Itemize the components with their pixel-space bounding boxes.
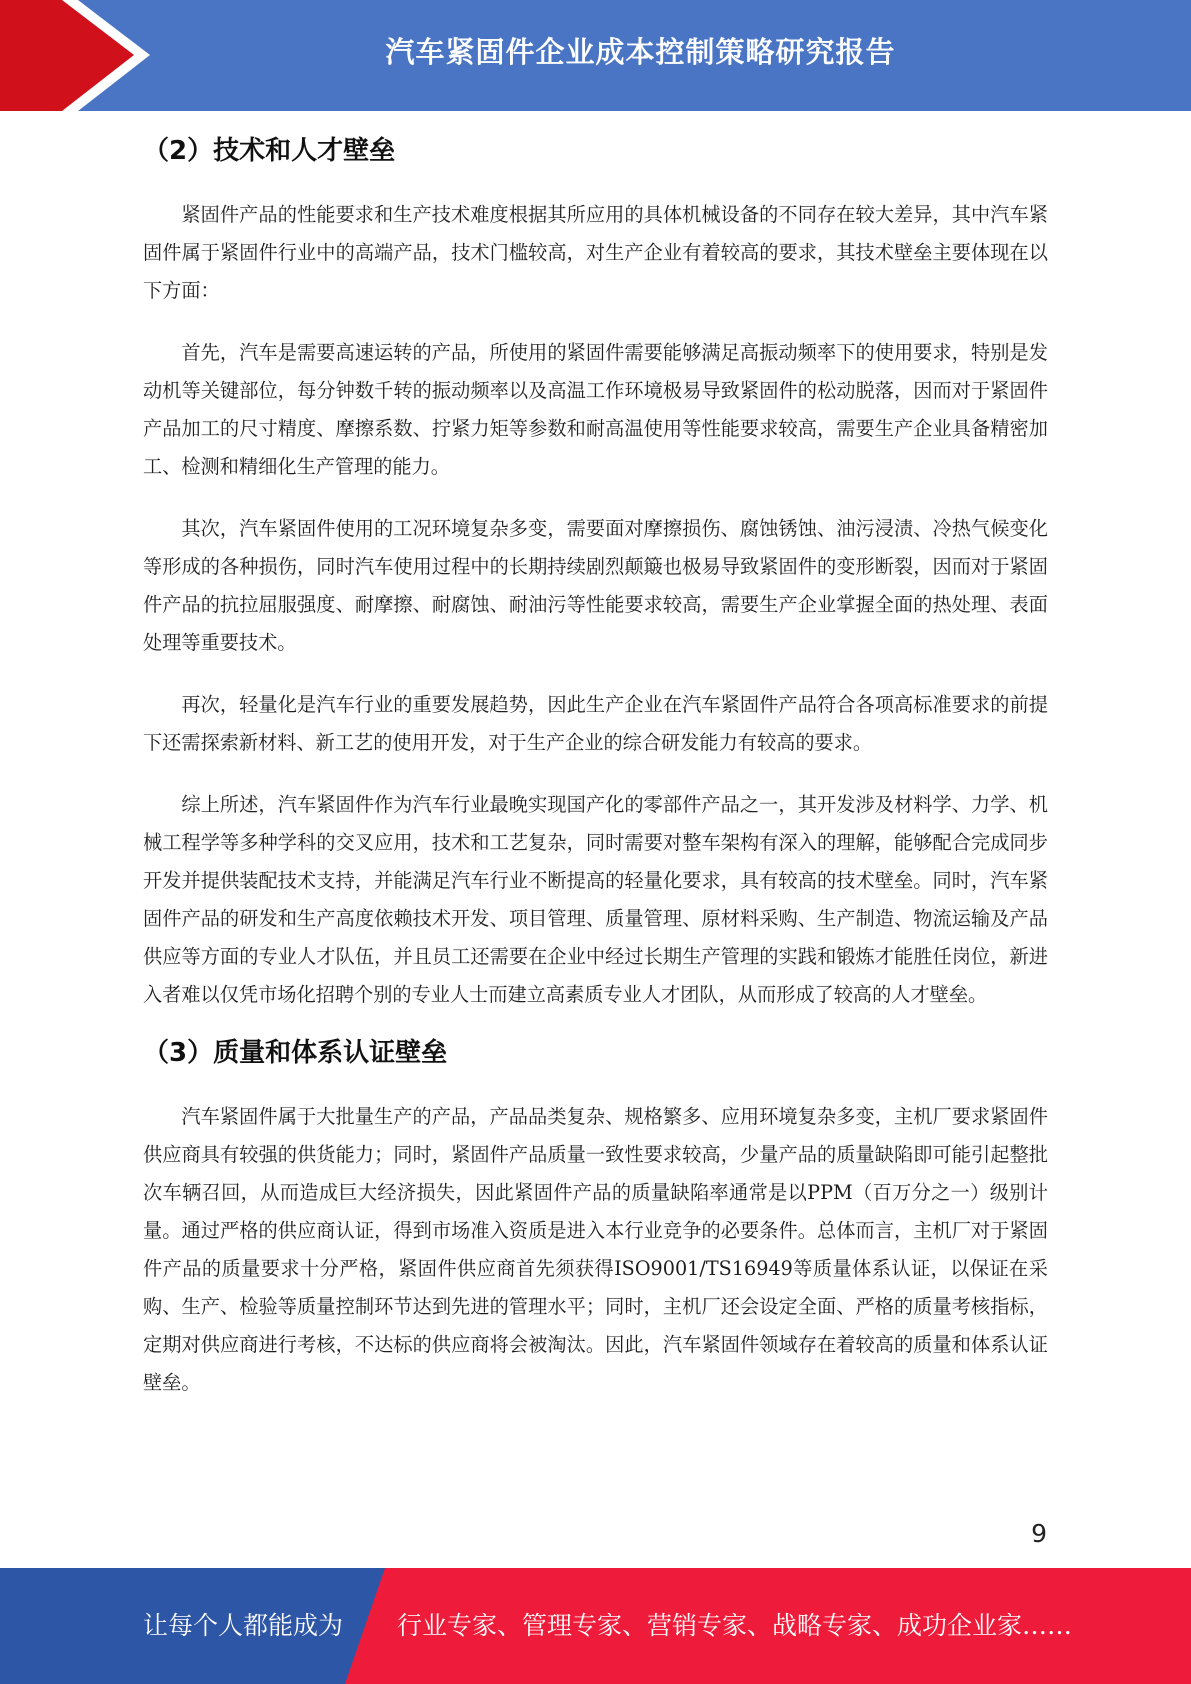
paragraph: 汽车紧固件属于大批量生产的产品，产品品类复杂、规格繁多、应用环境复杂多变，主机厂要求紧固件供应商具有较强的供货能力；同时，紧固件产品质量一致性要求较高，少量产品的质量缺陷即可能引起整批次车辆召回，从而造成巨大经济损失，因此紧固件产品的质量缺陷率通常是以PPM（百万分之一）级别计量。通过严格的供应商认证，得到市场准入资质是进入本行业竞争的必要条件。总体而言，主机厂对于紧固件产品的质量要求十分严格，紧固件供应商首先须获得ISO9001/TS16949等质量体系认证，以保证在采购、生产、检验等质量控制环节达到先进的管理水平；同时，主机厂还会设定全面、严格的质量考核指标，定期对供应商进行考核，不达标的供应商将会被淘汰。因此，汽车紧固件领域存在着较高的质量和体系认证壁垒。: [143, 1105, 1048, 1394]
section-heading-tech-talent: （2）技术和人才壁垒: [143, 136, 396, 166]
page-footer: [0, 1568, 1191, 1684]
footer-slogan-right: 行业专家、管理专家、营销专家、战略专家、成功企业家……: [397, 1611, 1073, 1640]
paragraph: 综上所述，汽车紧固件作为汽车行业最晚实现国产化的零部件产品之一，其开发涉及材料学、力学、机械工程学等多种学科的交叉应用，技术和工艺复杂，同时需要对整车架构有深入的理解，能够配合完成同步开发并提供装配技术支持，并能满足汽车行业不断提高的轻量化要求，具有较高的技术壁垒。同时，汽车紧固件产品的研发和生产高度依赖技术开发、项目管理、质量管理、原材料采购、生产制造、物流运输及产品供应等方面的专业人才队伍，并且员工还需要在企业中经过长期生产管理的实践和锻炼才能胜任岗位，新进入者难以仅凭市场化招聘个别的专业人士而建立高素质专业人才团队，从而形成了较高的人才壁垒。: [143, 793, 1048, 1006]
page-number: 9: [1031, 1519, 1047, 1548]
footer-slogan-left: 让每个人都能成为: [143, 1611, 344, 1640]
section-heading-quality-certification: （3）质量和体系认证壁垒: [143, 1038, 448, 1068]
chevron-red-shape: [0, 0, 134, 111]
report-title: 汽车紧固件企业成本控制策略研究报告: [385, 35, 896, 69]
header-chevron-logo: [0, 0, 160, 111]
document-body: [143, 128, 1048, 1426]
paragraph: 首先，汽车是需要高速运转的产品，所使用的紧固件需要能够满足高振动频率下的使用要求，特别是发动机等关键部位，每分钟数千转的振动频率以及高温工作环境极易导致紧固件的松动脱落，因而对于紧固件产品加工的尺寸精度、摩擦系数、拧紧力矩等参数和耐高温使用等性能要求较高，需要生产企业具备精密加工、检测和精细化生产管理的能力。: [143, 341, 1048, 478]
paragraph: 再次，轻量化是汽车行业的重要发展趋势，因此生产企业在汽车紧固件产品符合各项高标准要求的前提下还需探索新材料、新工艺的使用开发，对于生产企业的综合研发能力有较高的要求。: [143, 693, 1048, 754]
page-header: [0, 0, 1191, 111]
paragraph: 紧固件产品的性能要求和生产技术难度根据其所应用的具体机械设备的不同存在较大差异，其中汽车紧固件属于紧固件行业中的高端产品，技术门槛较高，对生产企业有着较高的要求，其技术壁垒主要体现在以下方面：: [143, 203, 1048, 302]
paragraph: 其次，汽车紧固件使用的工况环境复杂多变，需要面对摩擦损伤、腐蚀锈蚀、油污浸渍、冷热气候变化等形成的各种损伤，同时汽车使用过程中的长期持续剧烈颠簸也极易导致紧固件的变形断裂，因而对于紧固件产品的抗拉屈服强度、耐摩擦、耐腐蚀、耐油污等性能要求较高，需要生产企业掌握全面的热处理、表面处理等重要技术。: [143, 517, 1048, 654]
